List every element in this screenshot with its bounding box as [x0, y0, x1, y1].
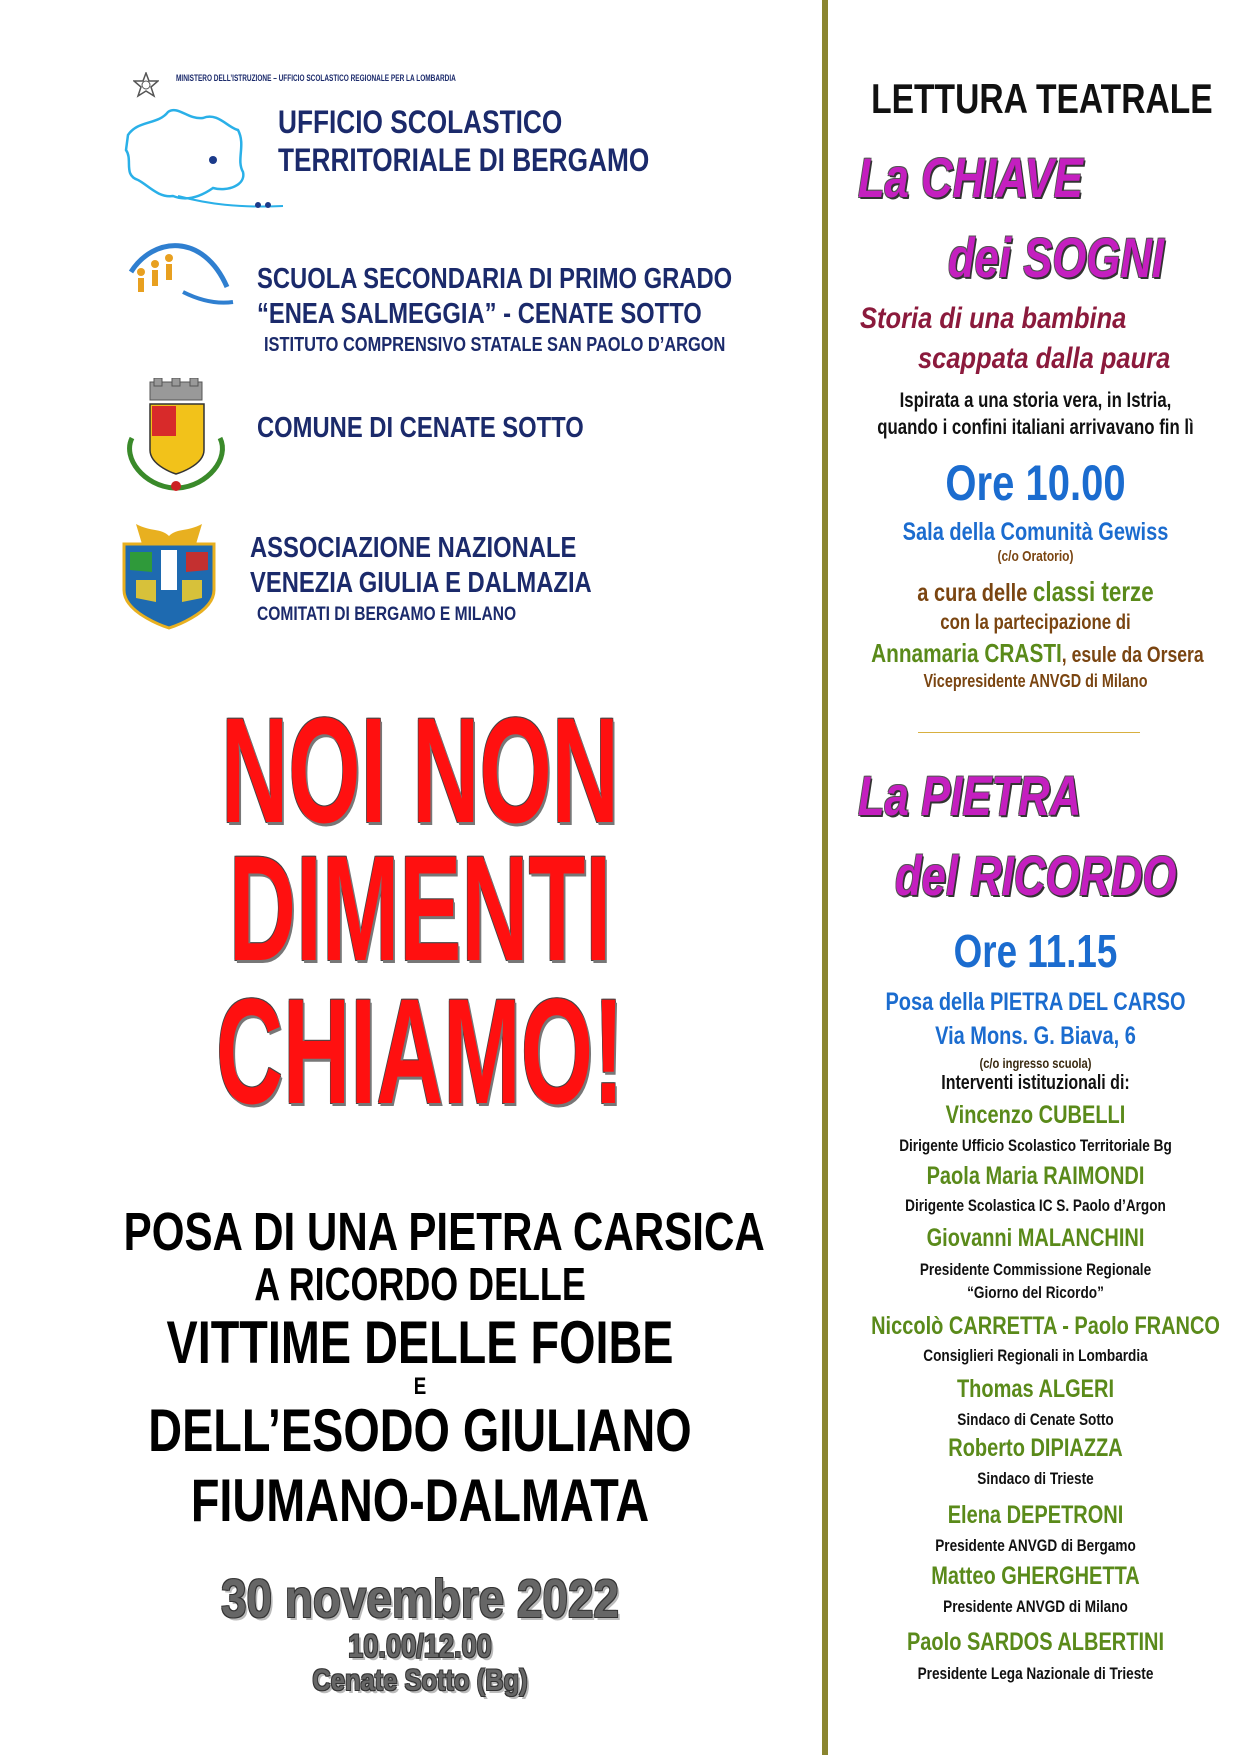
speaker-role: Dirigente Scolastica IC S. Paolo d’Argon — [905, 1196, 1166, 1215]
a-cura-prefix: a cura delle — [917, 579, 1033, 607]
lombardy-map-icon — [118, 100, 288, 210]
speaker-role: Dirigente Ufficio Scolastico Territoriale Bg — [899, 1136, 1172, 1155]
subtitle-block — [40, 1202, 800, 1541]
headline-line2: DIMENTI — [228, 824, 612, 992]
speaker-role: Sindaco di Cenate Sotto — [957, 1410, 1114, 1429]
assoc-line2: VENEZIA GIULIA E DALMAZIA — [250, 567, 592, 599]
speaker-role: Presidente Lega Nazionale di Trieste — [917, 1664, 1154, 1683]
school-logo-icon — [123, 232, 235, 310]
subtitle-line3: VITTIME DELLE FOIBE — [166, 1309, 674, 1376]
ingresso-note: (c/o ingresso scuola) — [979, 1055, 1092, 1071]
speaker-name: Paola Maria RAIMONDI — [926, 1162, 1145, 1190]
headline-line3: CHIAMO! — [215, 967, 625, 1135]
ufficio-line1: UFFICIO SCOLASTICO — [278, 104, 563, 140]
interventi-label: Interventi istituzionali di: — [941, 1072, 1130, 1094]
event-date: 30 novembre 2022 — [220, 1569, 620, 1629]
subtitle-line5: DELL’ESODO GIULIANO — [148, 1397, 692, 1464]
cenate-crest-icon — [114, 378, 236, 496]
sala-gewiss: Sala della Comunità Gewiss — [902, 518, 1169, 546]
speaker-role: Consiglieri Regionali in Lombardia — [923, 1346, 1148, 1365]
assoc-line1: ASSOCIAZIONE NAZIONALE — [250, 532, 577, 564]
lettura-teatrale: LETTURA TEATRALE — [871, 75, 1213, 122]
speaker-role: Presidente ANVGD di Milano — [943, 1597, 1128, 1616]
speaker-role-2: “Giorno del Ricordo” — [967, 1283, 1104, 1302]
event-time: 10.00/12.00 — [348, 1628, 492, 1664]
anvgd-crest-icon — [116, 522, 222, 630]
speaker-name: Matteo GHERGHETTA — [931, 1562, 1140, 1590]
chiave-title-line2: dei SOGNI — [948, 226, 1165, 289]
speaker-name: Paolo SARDOS ALBERTINI — [906, 1628, 1165, 1656]
assoc-line3: COMITATI DI BERGAMO E MILANO — [257, 604, 517, 625]
event-place: Cenate Sotto (Bg) — [312, 1664, 528, 1697]
vicepresidente-anvgd: Vicepresidente ANVGD di Milano — [923, 671, 1148, 691]
pietra-title-line1: La PIETRA — [858, 764, 1082, 827]
subtitle-line1: POSA DI UNA PIETRA CARSICA — [123, 1202, 765, 1262]
partecipazione: con la partecipazione di — [940, 611, 1131, 634]
subtitle-line6: FIUMANO-DALMATA — [190, 1467, 650, 1534]
speaker-role: Sindaco di Trieste — [977, 1469, 1094, 1488]
crasti-name: Annamaria CRASTI — [871, 638, 1062, 668]
chiave-title-line1: La CHIAVE — [858, 146, 1083, 209]
headline-block — [40, 686, 800, 1135]
speaker-name: Vincenzo CUBELLI — [945, 1101, 1126, 1129]
speaker-name: Roberto DIPIAZZA — [948, 1434, 1123, 1462]
storia-line1: Storia di una bambina — [860, 302, 1127, 335]
storia-line2: scappata dalla paura — [918, 342, 1171, 375]
headline-line1: NOI NON — [221, 686, 619, 854]
speaker-role: Presidente Commissione Regionale — [919, 1260, 1152, 1279]
event-block — [40, 1569, 800, 1700]
ispirata-line2: quando i confini italiani arrivavano fin lì — [877, 416, 1194, 439]
ore-1000: Ore 10.00 — [945, 455, 1126, 511]
scuola-line1: SCUOLA SECONDARIA DI PRIMO GRADO — [257, 263, 733, 295]
scuola-line2: “ENEA SALMEGGIA” - CENATE SOTTO — [257, 298, 702, 330]
classi-terze: classi terze — [1032, 576, 1154, 607]
crasti-line — [871, 638, 1204, 668]
speaker-name: Elena DEPETRONI — [947, 1501, 1124, 1529]
ore-1115: Ore 11.15 — [953, 925, 1118, 977]
section-separator — [918, 732, 1140, 733]
oratorio-note: (c/o Oratorio) — [997, 548, 1074, 565]
subtitle-line2: A RICORDO DELLE — [254, 1258, 586, 1310]
pietra-title-line2: del RICORDO — [895, 844, 1177, 907]
subtitle-line4: E — [413, 1373, 427, 1400]
via-biava: Via Mons. G. Biava, 6 — [935, 1022, 1136, 1050]
speaker-name: Thomas ALGERI — [956, 1375, 1115, 1403]
ispirata-line1: Ispirata a una storia vera, in Istria, — [899, 389, 1172, 412]
comune-line: COMUNE DI CENATE SOTTO — [257, 412, 584, 444]
posa-pietra-carso: Posa della PIETRA DEL CARSO — [885, 988, 1186, 1016]
speaker-role: Presidente ANVGD di Bergamo — [935, 1536, 1136, 1555]
a-cura-delle — [871, 578, 1200, 606]
crasti-suffix: , esule da Orsera — [1061, 642, 1204, 667]
ufficio-line2: TERRITORIALE DI BERGAMO — [278, 142, 650, 178]
scuola-line3: ISTITUTO COMPRENSIVO STATALE SAN PAOLO D’ARGON — [264, 334, 726, 356]
speaker-name: Niccolò CARRETTA - Paolo FRANCO — [871, 1312, 1220, 1340]
speaker-name: Giovanni MALANCHINI — [926, 1224, 1145, 1252]
republic-emblem-icon — [133, 72, 159, 98]
ministry-line: MINISTERO DELL’ISTRUZIONE – UFFICIO SCOLASTICO REGIONALE PER LA LOMBARDIA — [176, 73, 456, 83]
vertical-divider — [822, 0, 828, 1755]
